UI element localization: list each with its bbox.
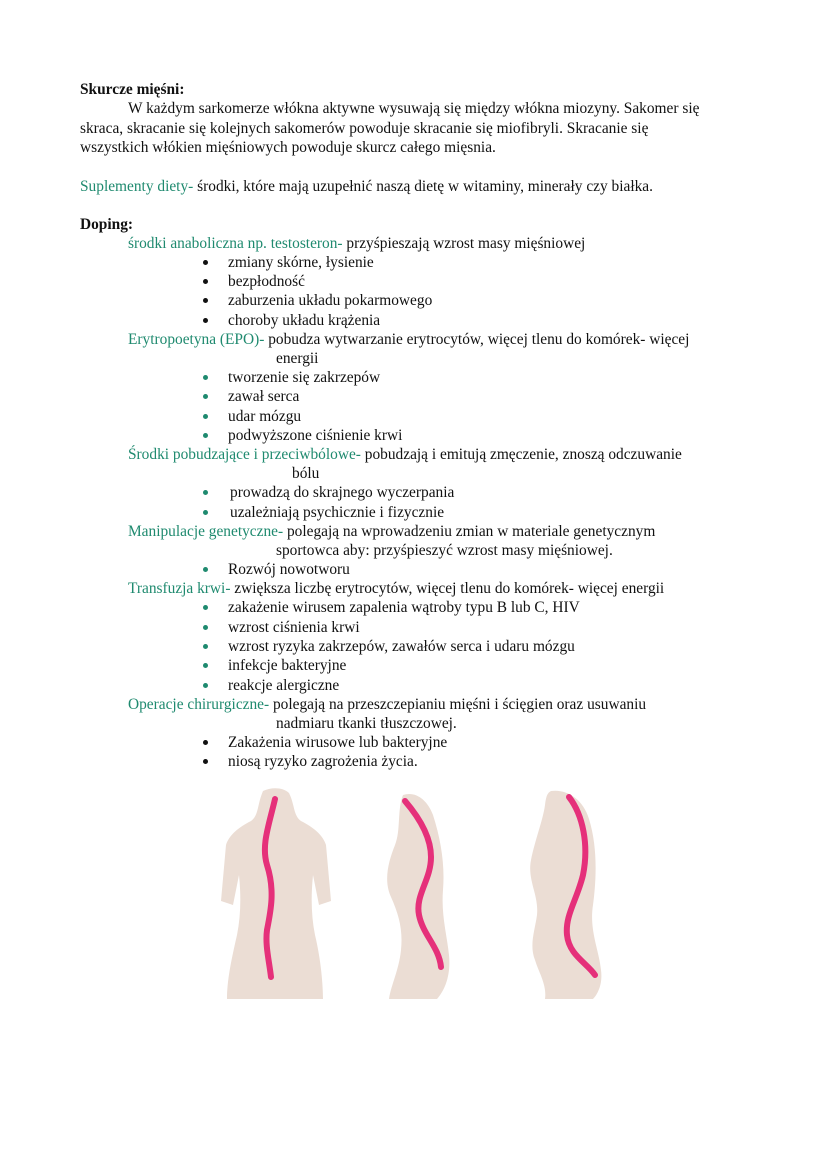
list-item: Zakażenia wirusowe lub bakteryjne: [228, 734, 448, 751]
list-item: choroby układu krążenia: [228, 312, 381, 329]
bullet-icon: [203, 644, 208, 649]
list-item: podwyższone ciśnienie krwi: [228, 427, 403, 444]
doping-group-2-desc2: bólu: [292, 465, 320, 482]
bullet-icon: [203, 605, 208, 610]
list-item: infekcje bakteryjne: [228, 657, 347, 674]
list-item: wzrost ryzyka zakrzepów, zawałów serca i udaru mózgu: [228, 638, 575, 655]
doping-group-0-line: [128, 234, 585, 253]
doping-group-1-desc2: energii: [276, 350, 319, 367]
doping-group-2-term: Środki pobudzające i przeciwbólowe-: [128, 446, 361, 463]
torso-side-view-2: [530, 791, 601, 999]
doping-group-5-term: Operacje chirurgiczne-: [128, 696, 270, 713]
doping-group-2-line: [128, 445, 682, 464]
list-item: Rozwój nowotworu: [228, 561, 350, 578]
bullet-icon: [203, 298, 208, 303]
torso-back-view: [221, 788, 331, 999]
list-item: reakcje alergiczne: [228, 677, 340, 694]
list-item: zakażenie wirusem zapalenia wątroby typu B lub C, HIV: [228, 599, 580, 616]
suplementy-text: środki, które mają uzupełnić naszą dietę w witaminy, minerały czy białka.: [193, 178, 653, 195]
list-item: wzrost ciśnienia krwi: [228, 619, 360, 636]
spine-posture-illustration: [205, 785, 625, 1007]
doping-group-0-term: środki anaboliczna np. testosteron-: [128, 235, 343, 252]
list-item: tworzenie się zakrzepów: [228, 369, 381, 386]
doping-group-3-desc2: sportowca aby: przyśpieszyć wzrost masy mięśniowej.: [276, 542, 613, 559]
bullet-icon: [203, 663, 208, 668]
bullet-icon: [203, 625, 208, 630]
skurcze-line-1: W każdym sarkomerze włókna aktywne wysuwają się między włókna miozyny. Sakomer się: [128, 100, 700, 117]
bullet-icon: [203, 759, 208, 764]
list-item: prowadzą do skrajnego wyczerpania: [230, 484, 455, 501]
skurcze-line-3: wszystkich włókien mięśniowych powoduje skurcz całego mięsnia.: [80, 139, 496, 156]
doping-group-1-term: Erytropoetyna (EPO)-: [128, 331, 265, 348]
bullet-icon: [203, 567, 208, 572]
list-item: zmiany skórne, łysienie: [228, 254, 374, 271]
torso-side-view-1: [387, 794, 449, 999]
list-item: zawał serca: [228, 388, 300, 405]
bullet-icon: [203, 490, 208, 495]
doping-group-2-desc: pobudzają i emitują zmęczenie, znoszą odczuwanie: [360, 446, 682, 463]
doping-group-4-line: [128, 579, 664, 598]
suplementy-line: [80, 177, 653, 196]
doping-group-3-term: Manipulacje genetyczne-: [128, 523, 284, 540]
list-item: uzależniają psychicznie i fizycznie: [230, 504, 445, 521]
bullet-icon: [203, 279, 208, 284]
doping-group-1-desc: pobudza wytwarzanie erytrocytów, więcej tlenu do komórek- więcej: [264, 331, 690, 348]
doping-group-4-term: Transfuzja krwi-: [128, 580, 231, 597]
list-item: bezpłodność: [228, 273, 305, 290]
bullet-icon: [203, 510, 208, 515]
list-item: udar mózgu: [228, 408, 302, 425]
skurcze-line-2: skraca, skracanie się kolejnych sakomerów powoduje skracanie się miofibryli. Skracanie się: [80, 120, 649, 137]
bullet-icon: [203, 740, 208, 745]
doping-group-1-line: [128, 330, 689, 349]
doping-group-5-line: [128, 695, 646, 714]
skurcze-heading: Skurcze mięśni:: [80, 81, 185, 98]
bullet-icon: [203, 414, 208, 419]
bullet-icon: [203, 433, 208, 438]
doping-group-4-desc: zwiększa liczbę erytrocytów, więcej tlenu do komórek- więcej energii: [230, 580, 665, 597]
bullet-icon: [203, 260, 208, 265]
doping-heading: Doping:: [80, 216, 134, 233]
doping-group-3-line: [128, 522, 655, 541]
doping-group-3-desc: polegają na wprowadzeniu zmian w materiale genetycznym: [283, 523, 656, 540]
bullet-icon: [203, 683, 208, 688]
doping-group-5-desc: polegają na przeszczepianiu mięśni i ścięgien oraz usuwaniu: [269, 696, 647, 713]
list-item: zaburzenia układu pokarmowego: [228, 292, 433, 309]
bullet-icon: [203, 394, 208, 399]
bullet-icon: [203, 375, 208, 380]
suplementy-term: Suplementy diety-: [80, 178, 194, 195]
doping-group-5-desc2: nadmiaru tkanki tłuszczowej.: [276, 715, 457, 732]
doping-group-0-desc: przyśpieszają wzrost masy mięśniowej: [342, 235, 586, 252]
bullet-icon: [203, 318, 208, 323]
list-item: niosą ryzyko zagrożenia życia.: [228, 753, 418, 770]
